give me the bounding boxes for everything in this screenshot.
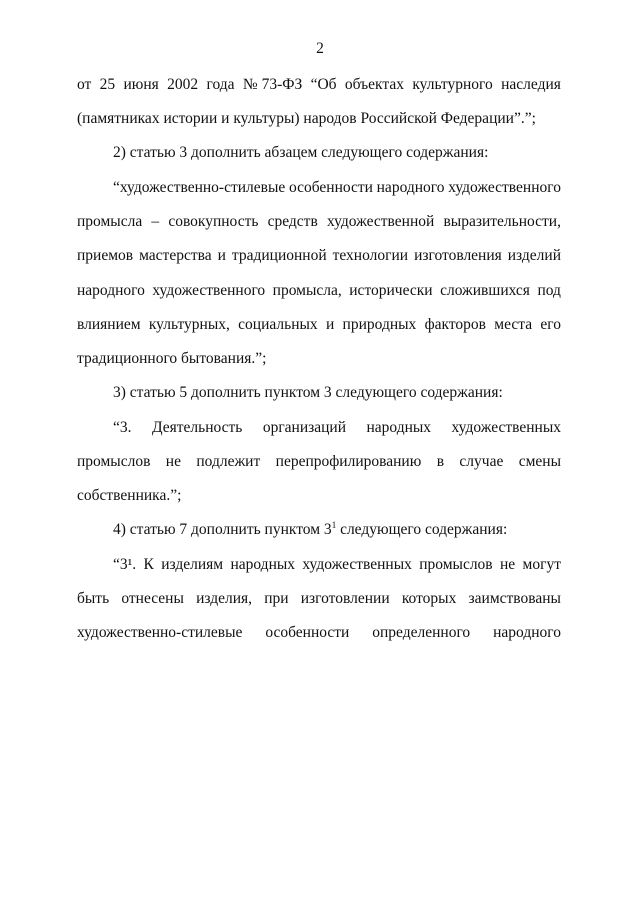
word: особенности: [288, 179, 373, 196]
word: народного: [493, 624, 561, 641]
word: промысла,: [272, 282, 342, 299]
text-line: [77, 246, 561, 266]
word: художественных: [451, 419, 561, 436]
paragraph-line: 3) статью 5 дополнить пунктом 3 следующего содержания:: [113, 384, 503, 401]
word: наследия: [501, 76, 561, 93]
word: организаций: [262, 419, 347, 436]
word: народного: [376, 179, 445, 196]
word: технологии: [332, 247, 409, 264]
word: факторов: [424, 316, 486, 333]
page-number: 2: [316, 40, 324, 57]
word: не: [499, 556, 516, 573]
word: и: [217, 247, 226, 264]
word: Деятельность: [151, 419, 243, 436]
word: сложившихся: [440, 282, 530, 299]
word: при: [264, 590, 289, 607]
word: случае: [459, 453, 504, 470]
word: народных: [366, 419, 432, 436]
word: отнесены: [121, 590, 184, 607]
text-line: [77, 75, 561, 95]
text-line: традиционного бытования.”;: [77, 350, 267, 367]
word: изготовлении: [300, 590, 390, 607]
word: народных: [230, 556, 296, 573]
paragraph-line: [113, 555, 561, 575]
word: художественной: [326, 213, 435, 230]
text-run: 4) статью 7 дополнить пунктом 3: [113, 521, 332, 538]
word: под: [537, 282, 561, 299]
text-line: [77, 212, 561, 232]
word: подлежит: [196, 453, 261, 470]
word: традиционной: [231, 247, 327, 264]
text-line: [77, 452, 561, 472]
text-run: следующего содержания:: [336, 521, 508, 538]
word: заимствованы: [468, 590, 561, 607]
word: “художественно-стилевые: [113, 179, 286, 196]
word: социальных: [238, 316, 318, 333]
word: “Об: [310, 76, 337, 93]
word: выразительности,: [443, 213, 561, 230]
word: “3.: [113, 419, 132, 436]
word: не: [165, 453, 181, 470]
word: художественного: [448, 179, 561, 196]
text-line: (памятниках истории и культуры) народов Российской Федерации”.”;: [77, 110, 536, 127]
text-line: [77, 623, 561, 643]
word: К: [143, 556, 154, 573]
word: 2002: [167, 76, 199, 93]
word: объектах: [344, 76, 404, 93]
word: средств: [267, 213, 318, 230]
paragraph-line: [113, 520, 561, 540]
word: культурных,: [148, 316, 230, 333]
word: приемов: [77, 247, 134, 264]
text-line: [77, 589, 561, 609]
word: его: [540, 316, 561, 333]
paragraph-line: [113, 418, 561, 438]
word: изделий: [507, 247, 561, 264]
word: в: [436, 453, 445, 470]
word: художественного: [152, 282, 266, 299]
word: художественно-стилевые: [77, 624, 243, 641]
text-line: [77, 315, 561, 335]
word: промыслов: [77, 453, 151, 470]
word: народного: [77, 282, 145, 299]
word: определенного: [372, 624, 471, 641]
word: культурного: [412, 76, 493, 93]
word: мастерства: [139, 247, 212, 264]
paragraph-line: [113, 178, 561, 198]
text-line: собственника.”;: [77, 487, 182, 504]
word: исторически: [349, 282, 433, 299]
word: 25: [99, 76, 116, 93]
word: художественных: [302, 556, 412, 573]
word: могут: [522, 556, 561, 573]
word: июня: [123, 76, 159, 93]
word: которых: [401, 590, 457, 607]
word: быть: [77, 590, 110, 607]
word: от: [77, 76, 92, 93]
word: промысла: [77, 213, 143, 230]
word: смены: [518, 453, 561, 470]
word: особенности: [265, 624, 350, 641]
text-line: [77, 281, 561, 301]
word: “3¹.: [113, 556, 137, 573]
word: изделия,: [196, 590, 253, 607]
word: природных: [342, 316, 417, 333]
word: изготовления: [414, 247, 502, 264]
word: года: [206, 76, 235, 93]
word: совокупность: [168, 213, 259, 230]
paragraph-line: 2) статью 3 дополнить абзацем следующего содержания:: [113, 144, 489, 161]
word: № 73-ФЗ: [242, 76, 303, 93]
word: влиянием: [77, 316, 141, 333]
word: изделиям: [161, 556, 224, 573]
word: –: [151, 213, 160, 230]
word: и: [325, 316, 335, 333]
word: места: [494, 316, 533, 333]
word: промыслов: [419, 556, 493, 573]
word: перепрофилированию: [275, 453, 422, 470]
superscript: 1: [331, 520, 337, 530]
